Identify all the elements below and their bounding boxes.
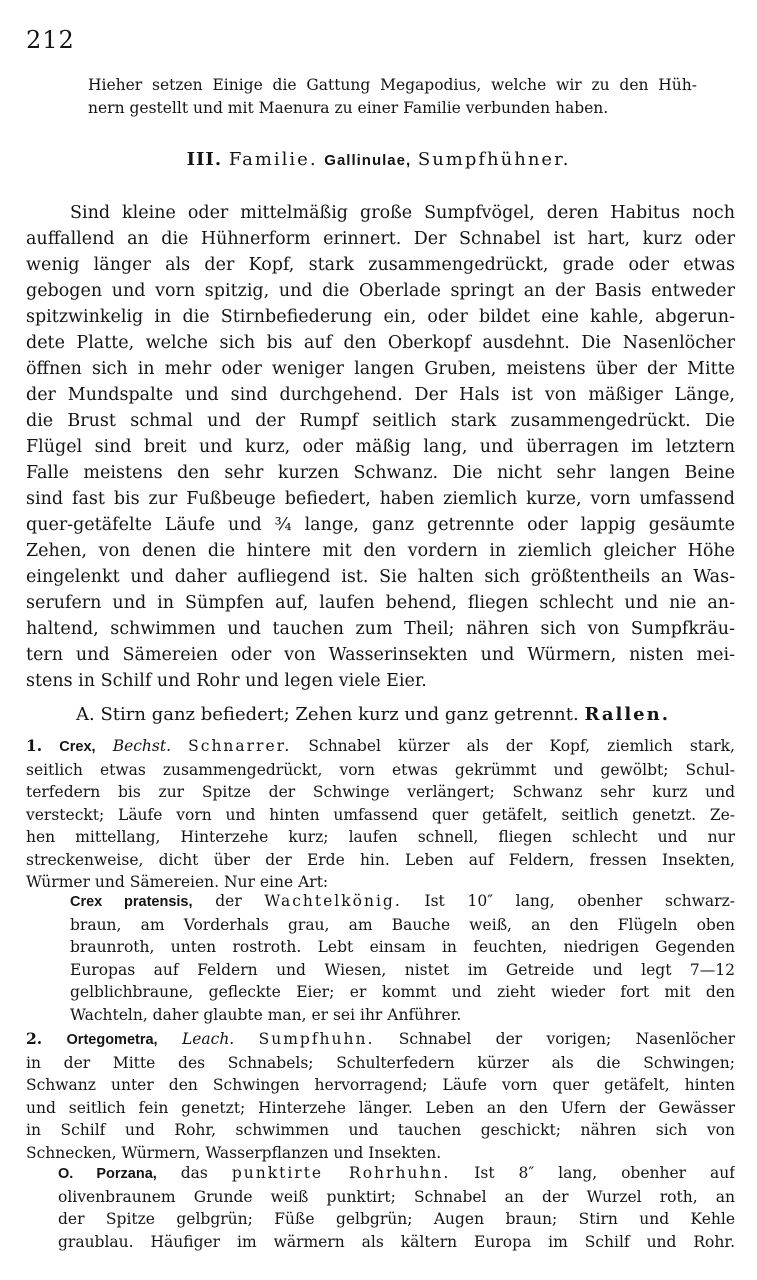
- section-a-label: A.: [76, 704, 95, 725]
- description-line: tern und Sämereien oder von Wasserinsekten und Würmern, nisten mei-: [26, 645, 735, 665]
- species-article: der: [215, 892, 242, 910]
- family-description: [26, 200, 735, 694]
- description-line: dete Platte, welche sich bis auf den Oberkopf ausdehnt. Die Nasenlöcher: [26, 333, 735, 353]
- genus-german-name: Sumpfhuhn.: [258, 1030, 375, 1048]
- description-line: öffnen sich in mehr oder weniger langen Gruben, meistens über der Mitte: [26, 359, 735, 379]
- entry-line: in Schilf und Rohr, schwimmen und tauchen geschickt; nähren sich von: [26, 1121, 735, 1139]
- entry-line: Schnabel kürzer als der Kopf, ziemlich stark,: [308, 737, 735, 755]
- genus-name: Ortegometra,: [66, 1032, 158, 1048]
- genus-name: Crex,: [59, 739, 96, 755]
- genus-author: Bechst.: [112, 737, 172, 755]
- entry-number: 1.: [26, 736, 43, 755]
- entry-line: Würmer und Sämereien. Nur eine Art:: [26, 873, 329, 891]
- genus-entry-crex: [26, 735, 735, 894]
- description-line: serufern und in Sümpfen auf, laufen behend, fliegen schlecht und nie an-: [26, 593, 735, 613]
- intro-note: [88, 74, 697, 119]
- description-line: Falle meistens den sehr kurzen Schwanz. Die nicht sehr langen Beine: [26, 463, 735, 483]
- species-line: braunroth, unten rostroth. Lebt einsam in feuchten, niedrigen Gegenden: [70, 938, 735, 956]
- species-line: Ist 8″ lang, obenher auf: [474, 1164, 735, 1182]
- species-article: das: [180, 1164, 208, 1182]
- section-a-text: Stirn ganz befiedert; Zehen kurz und ganz getrennt.: [100, 704, 579, 725]
- family-german-name: Sumpfhühner.: [417, 149, 571, 170]
- description-line: Sind kleine oder mittelmäßig große Sumpfvögel, deren Habitus noch: [70, 203, 735, 223]
- page-number: 212: [26, 26, 75, 54]
- entry-first-line: [26, 1028, 735, 1052]
- species-german-name: punktirte Rohrhuhn.: [231, 1164, 451, 1182]
- species-name: O. Porzana,: [58, 1166, 157, 1182]
- description-line: quer-getäfelte Läufe und ¾ lange, ganz getrennte oder lappig gesäumte: [26, 515, 735, 535]
- entry-line: terfedern bis zur Spitze der Schwinge verlängert; Schwanz sehr kurz und: [26, 783, 735, 801]
- species-line: graublau. Häufiger im wärmern als kältern Europa im Schilf und Rohr.: [58, 1232, 735, 1251]
- genus-entry-ortegometra: [26, 1028, 735, 1164]
- species-line: Europas auf Feldern und Wiesen, nistet im Getreide und legt 7—12: [70, 960, 735, 979]
- species-line: olivenbraunem Grunde weiß punktirt; Schnabel an der Wurzel roth, an: [58, 1187, 735, 1206]
- species-first-line: [58, 1162, 735, 1186]
- family-word: Familie.: [228, 149, 318, 170]
- intro-line: Hieher setzen Einige die Gattung Megapodius, welche wir zu den Hüh-: [88, 76, 697, 94]
- species-o-porzana: [58, 1162, 735, 1253]
- species-crex-pratensis: [70, 890, 735, 1026]
- description-line: der Mundspalte und sind durchgehend. Der Hals ist von mäßiger Länge,: [26, 385, 735, 405]
- species-name: Crex pratensis,: [70, 894, 193, 910]
- description-line: stens in Schilf und Rohr und legen viele Eier.: [26, 671, 427, 691]
- species-line: braun, am Vorderhals grau, am Bauche weiß, an den Flügeln oben: [70, 915, 735, 934]
- description-line: sind fast bis zur Fußbeuge befiedert, haben ziemlich kurze, vorn umfassend: [26, 489, 735, 509]
- description-line: gebogen und vorn spitzig, und die Oberlade springt an der Basis entweder: [26, 281, 735, 301]
- family-roman-numeral: III.: [186, 149, 223, 170]
- entry-line: in der Mitte des Schnabels; Schulterfedern kürzer als die Schwingen;: [26, 1053, 735, 1072]
- species-line: der Spitze gelbgrün; Füße gelbgrün; Augen braun; Stirn und Kehle: [58, 1210, 735, 1228]
- description-line: die Brust schmal und der Rumpf seitlich stark zusammengedrückt. Die: [26, 411, 735, 431]
- section-a-name: Rallen.: [584, 704, 670, 725]
- species-first-line: [70, 890, 735, 914]
- description-line: auffallend an die Hühnerform erinnert. Der Schnabel ist hart, kurz oder: [26, 229, 735, 249]
- species-line: Wachteln, daher glaubte man, er sei ihr Anführer.: [70, 1005, 462, 1024]
- entry-line: seitlich etwas zusammengedrückt, vorn etwas gekrümmt und gewölbt; Schul-: [26, 760, 735, 779]
- species-german-name: Wachtelkönig.: [264, 892, 402, 910]
- description-line: wenig länger als der Kopf, stark zusammengedrückt, grade oder etwas: [26, 255, 735, 275]
- genus-author: Leach.: [181, 1030, 235, 1048]
- genus-german-name: Schnarrer.: [188, 737, 292, 755]
- entry-line: Schnecken, Würmern, Wasserpflanzen und Insekten.: [26, 1143, 442, 1162]
- description-line: Flügel sind breit und kurz, oder mäßig lang, und überragen im letztern: [26, 437, 735, 457]
- entry-line: streckenweise, dicht über der Erde hin. Leben auf Feldern, fressen Insekten,: [26, 850, 735, 869]
- species-line: Ist 10″ lang, obenher schwarz-: [424, 892, 735, 910]
- family-latin-name: Gallinulae,: [324, 152, 412, 169]
- description-line: haltend, schwimmen und tauchen zum Theil; nähren sich von Sumpfkräu-: [26, 619, 735, 639]
- entry-line: versteckt; Läufe vorn und hinten umfassend quer getäfelt, seitlich genetzt. Ze-: [26, 805, 735, 824]
- entry-number: 2.: [26, 1029, 43, 1048]
- description-line: eingelenkt und daher aufliegend ist. Sie halten sich größtentheils an Was-: [26, 567, 735, 587]
- entry-line: Schwanz unter den Schwingen hervorragend; Läufe vorn quer getäfelt, hinten: [26, 1076, 735, 1094]
- species-line: gelblichbraune, gefleckte Eier; er kommt und zieht wieder fort mit den: [70, 983, 735, 1001]
- description-line: Zehen, von denen die hintere mit den vordern in ziemlich gleicher Höhe: [26, 541, 735, 561]
- entry-first-line: [26, 735, 735, 759]
- intro-line: nern gestellt und mit Maenura zu einer Familie verbunden haben.: [88, 98, 609, 117]
- entry-line: und seitlich fein genetzt; Hinterzehe länger. Leben an den Ufern der Gewässer: [26, 1098, 735, 1117]
- family-heading: [0, 149, 757, 170]
- section-a-heading: [76, 704, 670, 725]
- entry-line: hen mittellang, Hinterzehe kurz; laufen schnell, fliegen schlecht und nur: [26, 828, 735, 846]
- entry-line: Schnabel der vorigen; Nasenlöcher: [398, 1030, 735, 1048]
- description-line: spitzwinkelig in die Stirnbefiederung ein, oder bildet eine kahle, abgerun-: [26, 307, 735, 327]
